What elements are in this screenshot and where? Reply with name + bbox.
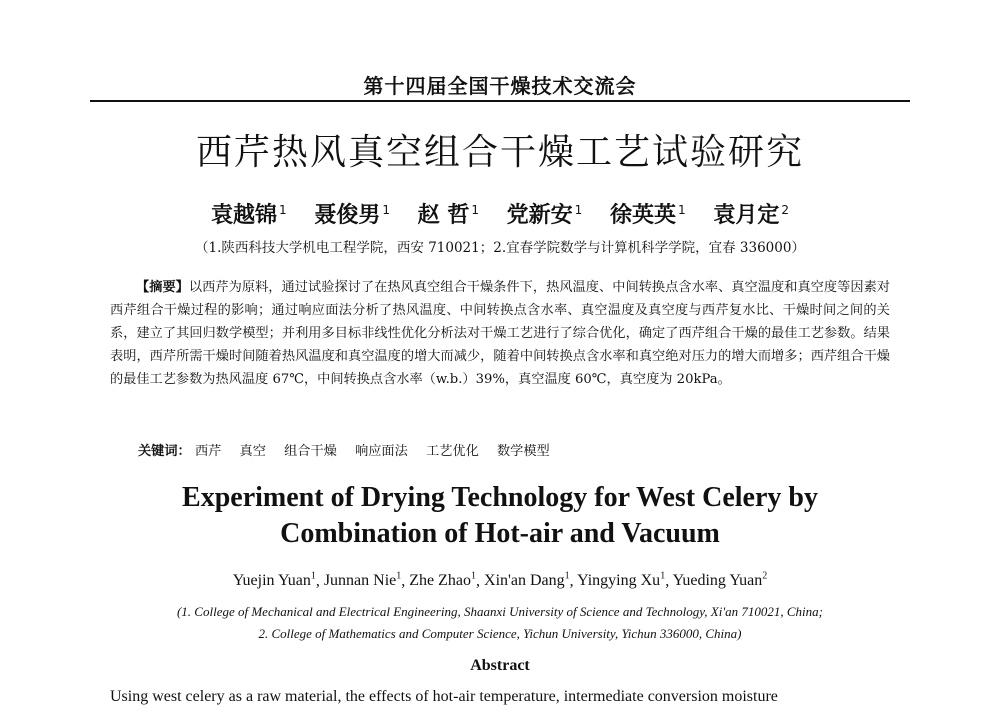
author-cn (507, 203, 583, 228)
author-name: 徐英英 (609, 203, 676, 228)
english-title-line: Experiment of Drying Technology for West Celery by (182, 482, 818, 513)
author-affil-mark: 1 (310, 571, 316, 582)
keyword: 西芹 (194, 444, 222, 459)
author-affil-mark: 2 (781, 202, 789, 217)
author-affil-mark: 1 (396, 571, 402, 582)
author-affil-mark: 2 (762, 571, 768, 582)
author-cn (610, 203, 686, 228)
chinese-authors (0, 198, 1000, 229)
header-rule (90, 100, 910, 102)
author-cn (713, 203, 789, 228)
author-affil-mark: 1 (279, 202, 287, 217)
author-name: 党新安 (506, 203, 573, 228)
author-affil-mark: 1 (660, 571, 666, 582)
author-name: Xin'an Dang (484, 572, 565, 590)
author-name: Zhe Zhao (409, 572, 472, 590)
author-name: Junnan Nie (323, 572, 397, 590)
author-en (484, 572, 570, 589)
author-name: 聂俊男 (314, 203, 381, 228)
author-cn (314, 203, 390, 228)
author-name: 袁月定 (713, 203, 780, 228)
keyword: 工艺优化 (426, 444, 479, 459)
author-affil-mark: 1 (382, 202, 390, 217)
english-authors: Yuejin Yuan$^1$, Junnan Nie$^1$, Zhe Zhao$^1$, Xin'an Dang$^1$, Yingying Xu$^1$, Yueding Yuan$^2$ (232, 571, 768, 590)
chinese-affiliation: （1.陕西科技大学机电工程学院，西安 710021；2.宜春学院数学与计算机科学学院，宜春 336000） (195, 240, 805, 256)
keyword: 响应面法 (355, 444, 408, 459)
keyword: 数学模型 (496, 444, 550, 459)
chinese-title: 西芹热风真空组合干燥工艺试验研究 (195, 132, 804, 173)
author-name: Yingying Xu (577, 572, 661, 590)
author-en (577, 572, 665, 589)
author-affil-mark: 1 (574, 202, 583, 217)
english-abstract-body: Using west celery as a raw material, the effects of hot-air temperature, intermediate conversion moisture (110, 688, 778, 705)
chinese-abstract (110, 276, 890, 391)
author-affil-mark: 1 (471, 571, 477, 582)
author-en (324, 572, 401, 589)
keywords-label: 关键词： (138, 444, 191, 459)
author-name: Yueding Yuan (672, 572, 763, 590)
author-en (233, 572, 316, 589)
abstract-label: 【摘要】 (136, 280, 189, 295)
chinese-keywords (138, 440, 898, 459)
author-affil-mark: 1 (564, 571, 570, 582)
author-en (673, 572, 768, 589)
keyword: 组合干燥 (284, 444, 337, 459)
author-cn (418, 203, 479, 228)
conference-header: 第十四届全国干燥技术交流会 (363, 74, 637, 98)
author-affil-mark: 1 (678, 202, 686, 217)
keyword: 真空 (239, 444, 266, 459)
english-affiliation (40, 601, 960, 645)
english-title-line: Combination of Hot-air and Vacuum (280, 518, 720, 549)
english-affiliation-line: (1. College of Mechanical and Electrical Engineering, Shaanxi University of Science and Technology, Xi'an 710021, China; (176, 604, 824, 619)
english-affiliation-line: 2. College of Mathematics and Computer Science, Yichun University, Yichun 336000, China) (258, 626, 742, 641)
author-name: Yuejin Yuan (232, 572, 311, 590)
author-en (409, 572, 476, 589)
abstract-body: 以西芹为原料，通过试验探讨了在热风真空组合干燥条件下，热风温度、中间转换点含水率、真空温度和真空度等因素对西芹组合干燥过程的影响；通过响应面法分析了热风温度、中间转换点含水率、真空温度及真空度与西芹复水比、干燥时间之间的关系，建立了其回归数学模型；并利用多目标非线性优化分析法对干燥工艺进行了综合优化，确定了西芹组合干燥的最佳工艺参数。结果表明，西芹所需干燥时间随着热风温度和真空温度的增大而减少，随着中间转换点含水率和真空绝对压力的增大而增多；西芹组合干燥的最佳工艺参数为热风温度 67℃，中间转换点含水率（w.b.）39%，真空温度 60℃，真空度为 20kPa。 (110, 280, 891, 387)
english-abstract-heading: Abstract (470, 657, 530, 674)
author-name: 赵 哲 (417, 203, 470, 228)
author-name: 袁越锦 (211, 203, 278, 228)
author-cn (211, 203, 287, 228)
author-affil-mark: 1 (471, 202, 479, 217)
english-title (60, 480, 940, 552)
